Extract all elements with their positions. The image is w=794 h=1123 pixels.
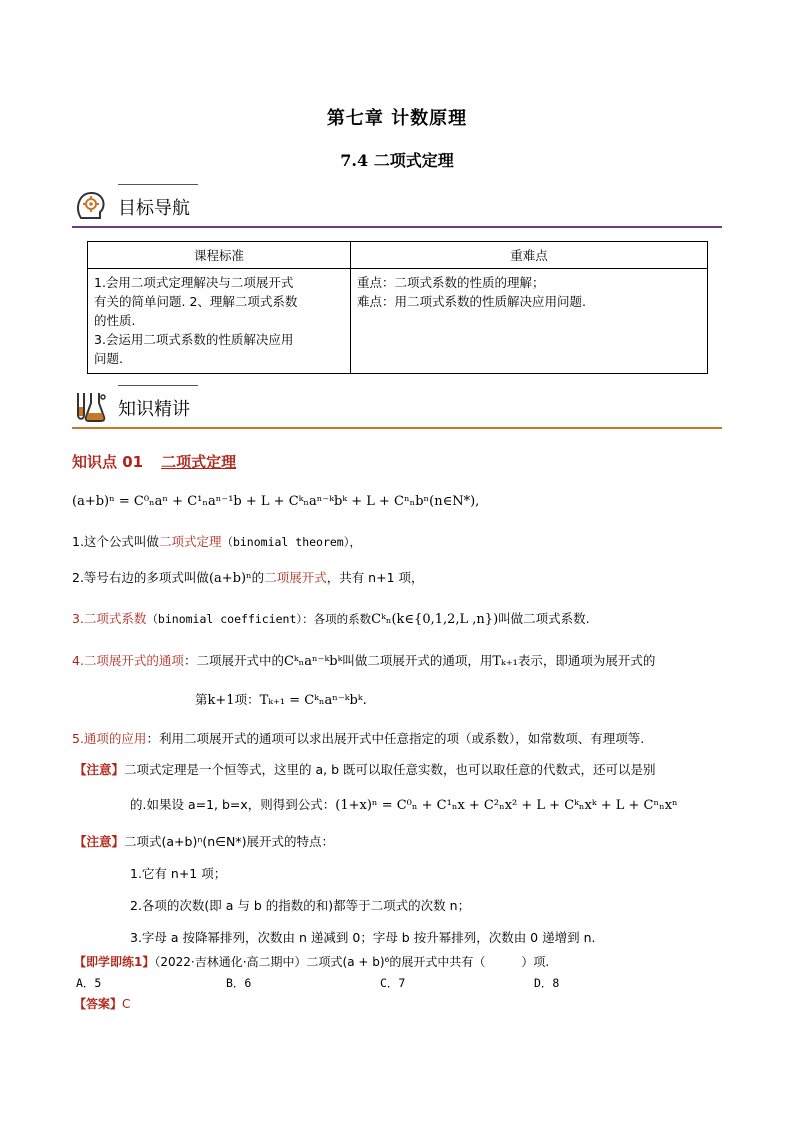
item-text: ：二项展开式中的	[183, 653, 284, 668]
item-3	[72, 609, 590, 627]
keypoint-line: 重点：二项式系数的性质的理解；	[357, 275, 545, 290]
note-tag: 【注意】	[74, 834, 125, 849]
section-divider	[72, 427, 722, 429]
item-4	[72, 651, 655, 669]
item-text: ，共有 n+1 项，	[326, 570, 424, 585]
answer-value: C	[122, 997, 131, 1011]
table-cell-standards	[88, 269, 351, 374]
standards-line: 问题.	[94, 351, 123, 366]
note-2-point: 1.它有 n+1 项；	[130, 866, 227, 881]
note-text: 二项式定理是一个恒等式，这里的 a, b 既可以取任意实数，也可以取任意的代数式，还可以是别	[124, 762, 656, 777]
exercise-question	[74, 953, 549, 970]
flask-icon	[72, 389, 108, 425]
term-highlight: 二项展开式	[264, 570, 327, 585]
section-label-knowledge: 知识精讲	[118, 399, 190, 420]
inline-formula: (1+x)ⁿ = C⁰ₙ + C¹ₙx + C²ₙx² + L + Cᵏₙxᵏ + L + Cⁿₙxⁿ	[335, 798, 678, 813]
keypoint-line: 难点：用二项式系数的性质解决应用问题.	[357, 294, 586, 309]
note-2-point: 3.字母 a 按降幂排列，次数由 n 递减到 0；字母 b 按升幂排列，次数由 0 递增到 n.	[130, 930, 596, 945]
note-text: 二项式(a+b)ⁿ(n∈N*)展开式的特点：	[124, 834, 334, 849]
item-4-continued	[195, 690, 367, 708]
item-5	[72, 729, 644, 747]
knowledge-point-name: 二项式定理	[161, 453, 237, 471]
section-header-goals	[72, 184, 722, 228]
goals-table	[87, 241, 708, 374]
section-label-goals: 目标导航	[118, 198, 190, 219]
item-text: 表示，即通项为展开式的	[517, 653, 656, 668]
item-2	[72, 568, 424, 586]
exercise-tag: 【即学即练1】	[74, 955, 155, 969]
note-2-point: 2.各项的次数(即 a 与 b 的指数的和)都等于二项式的次数 n；	[130, 898, 471, 913]
standards-line: 有关的简单问题. 2、理解二项式系数	[94, 294, 298, 309]
item-text: ：利用二项展开式的通项可以求出展开式中任意指定的项（或系数），如常数项、有理项等.	[146, 731, 645, 746]
inline-formula: k+1	[207, 693, 235, 708]
exercise-text: （2022·吉林通化·高二期中）二项式(a + b)⁶的展开式中共有（ ）项.	[154, 955, 550, 969]
header-top-rule	[118, 184, 198, 185]
section-divider	[72, 226, 722, 228]
option-b: B．6	[226, 976, 252, 990]
option-d: D．8	[534, 976, 560, 990]
item-1	[72, 532, 361, 550]
table-header-standards: 课程标准	[88, 242, 351, 269]
header-top-rule	[118, 385, 198, 386]
note-1	[74, 760, 656, 778]
table-row	[88, 269, 708, 374]
item-text: 叫做二项式系数.	[498, 611, 590, 626]
knowledge-point-prefix: 知识点 01	[72, 453, 144, 471]
table-header-row	[88, 242, 708, 269]
table-cell-keypoints	[351, 269, 708, 374]
inline-formula: Cᵏₙ(k∈{0,1,2,L ,n})	[371, 612, 499, 627]
note-1-continued	[130, 795, 678, 813]
section-header-knowledge	[72, 385, 722, 429]
term-highlight: 3.二项式系数	[72, 611, 147, 626]
item-text: 1.这个公式叫做	[72, 534, 159, 549]
note-tag: 【注意】	[74, 762, 125, 777]
inline-formula: Tₖ₊₁	[492, 654, 518, 669]
binomial-formula: (a+b)ⁿ = C⁰ₙaⁿ + C¹ₙaⁿ⁻¹b + L + Cᵏₙaⁿ⁻ᵏbᵏ + L + Cⁿₙbⁿ(n∈N*),	[72, 494, 480, 509]
standards-line: 1.会用二项式定理解决与二项展开式	[94, 275, 294, 290]
note-text: 的.如果设 a=1, b=x，则得到公式：	[130, 797, 336, 812]
inline-formula: (a+b)ⁿ	[208, 571, 252, 586]
inline-formula: Cᵏₙaⁿ⁻ᵏbᵏ	[283, 654, 343, 669]
table-header-keypoints: 重难点	[351, 242, 708, 269]
item-text: 的	[251, 570, 265, 585]
standards-line: 的性质.	[94, 313, 136, 328]
term-highlight: 4.二项展开式的通项	[72, 653, 184, 668]
item-text: （binomial theorem），	[221, 535, 361, 549]
item-text: 第	[195, 692, 208, 707]
option-c: C．7	[380, 976, 406, 990]
exercise-answer	[74, 995, 130, 1012]
section-title: 7.4 二项式定理	[340, 151, 454, 170]
term-highlight: 5.通项的应用	[72, 731, 147, 746]
item-text: （binomial coefficient）：各项的系数	[146, 612, 372, 626]
knowledge-point-title	[72, 451, 236, 472]
note-2	[74, 832, 334, 850]
item-text: 叫做二项展开式的通项，用	[342, 653, 493, 668]
item-text: 2.等号右边的多项式叫做	[72, 570, 209, 585]
inline-formula: Tₖ₊₁ = Cᵏₙaⁿ⁻ᵏbᵏ.	[259, 693, 367, 708]
standards-line: 3.会运用二项式系数的性质解决应用	[94, 332, 294, 347]
chapter-title: 第七章 计数原理	[326, 108, 468, 129]
item-text: 项：	[234, 692, 260, 707]
head-gear-icon	[72, 188, 108, 224]
option-a: A．5	[76, 976, 102, 990]
answer-tag: 【答案】	[74, 997, 123, 1011]
term-highlight: 二项式定理	[158, 534, 222, 549]
